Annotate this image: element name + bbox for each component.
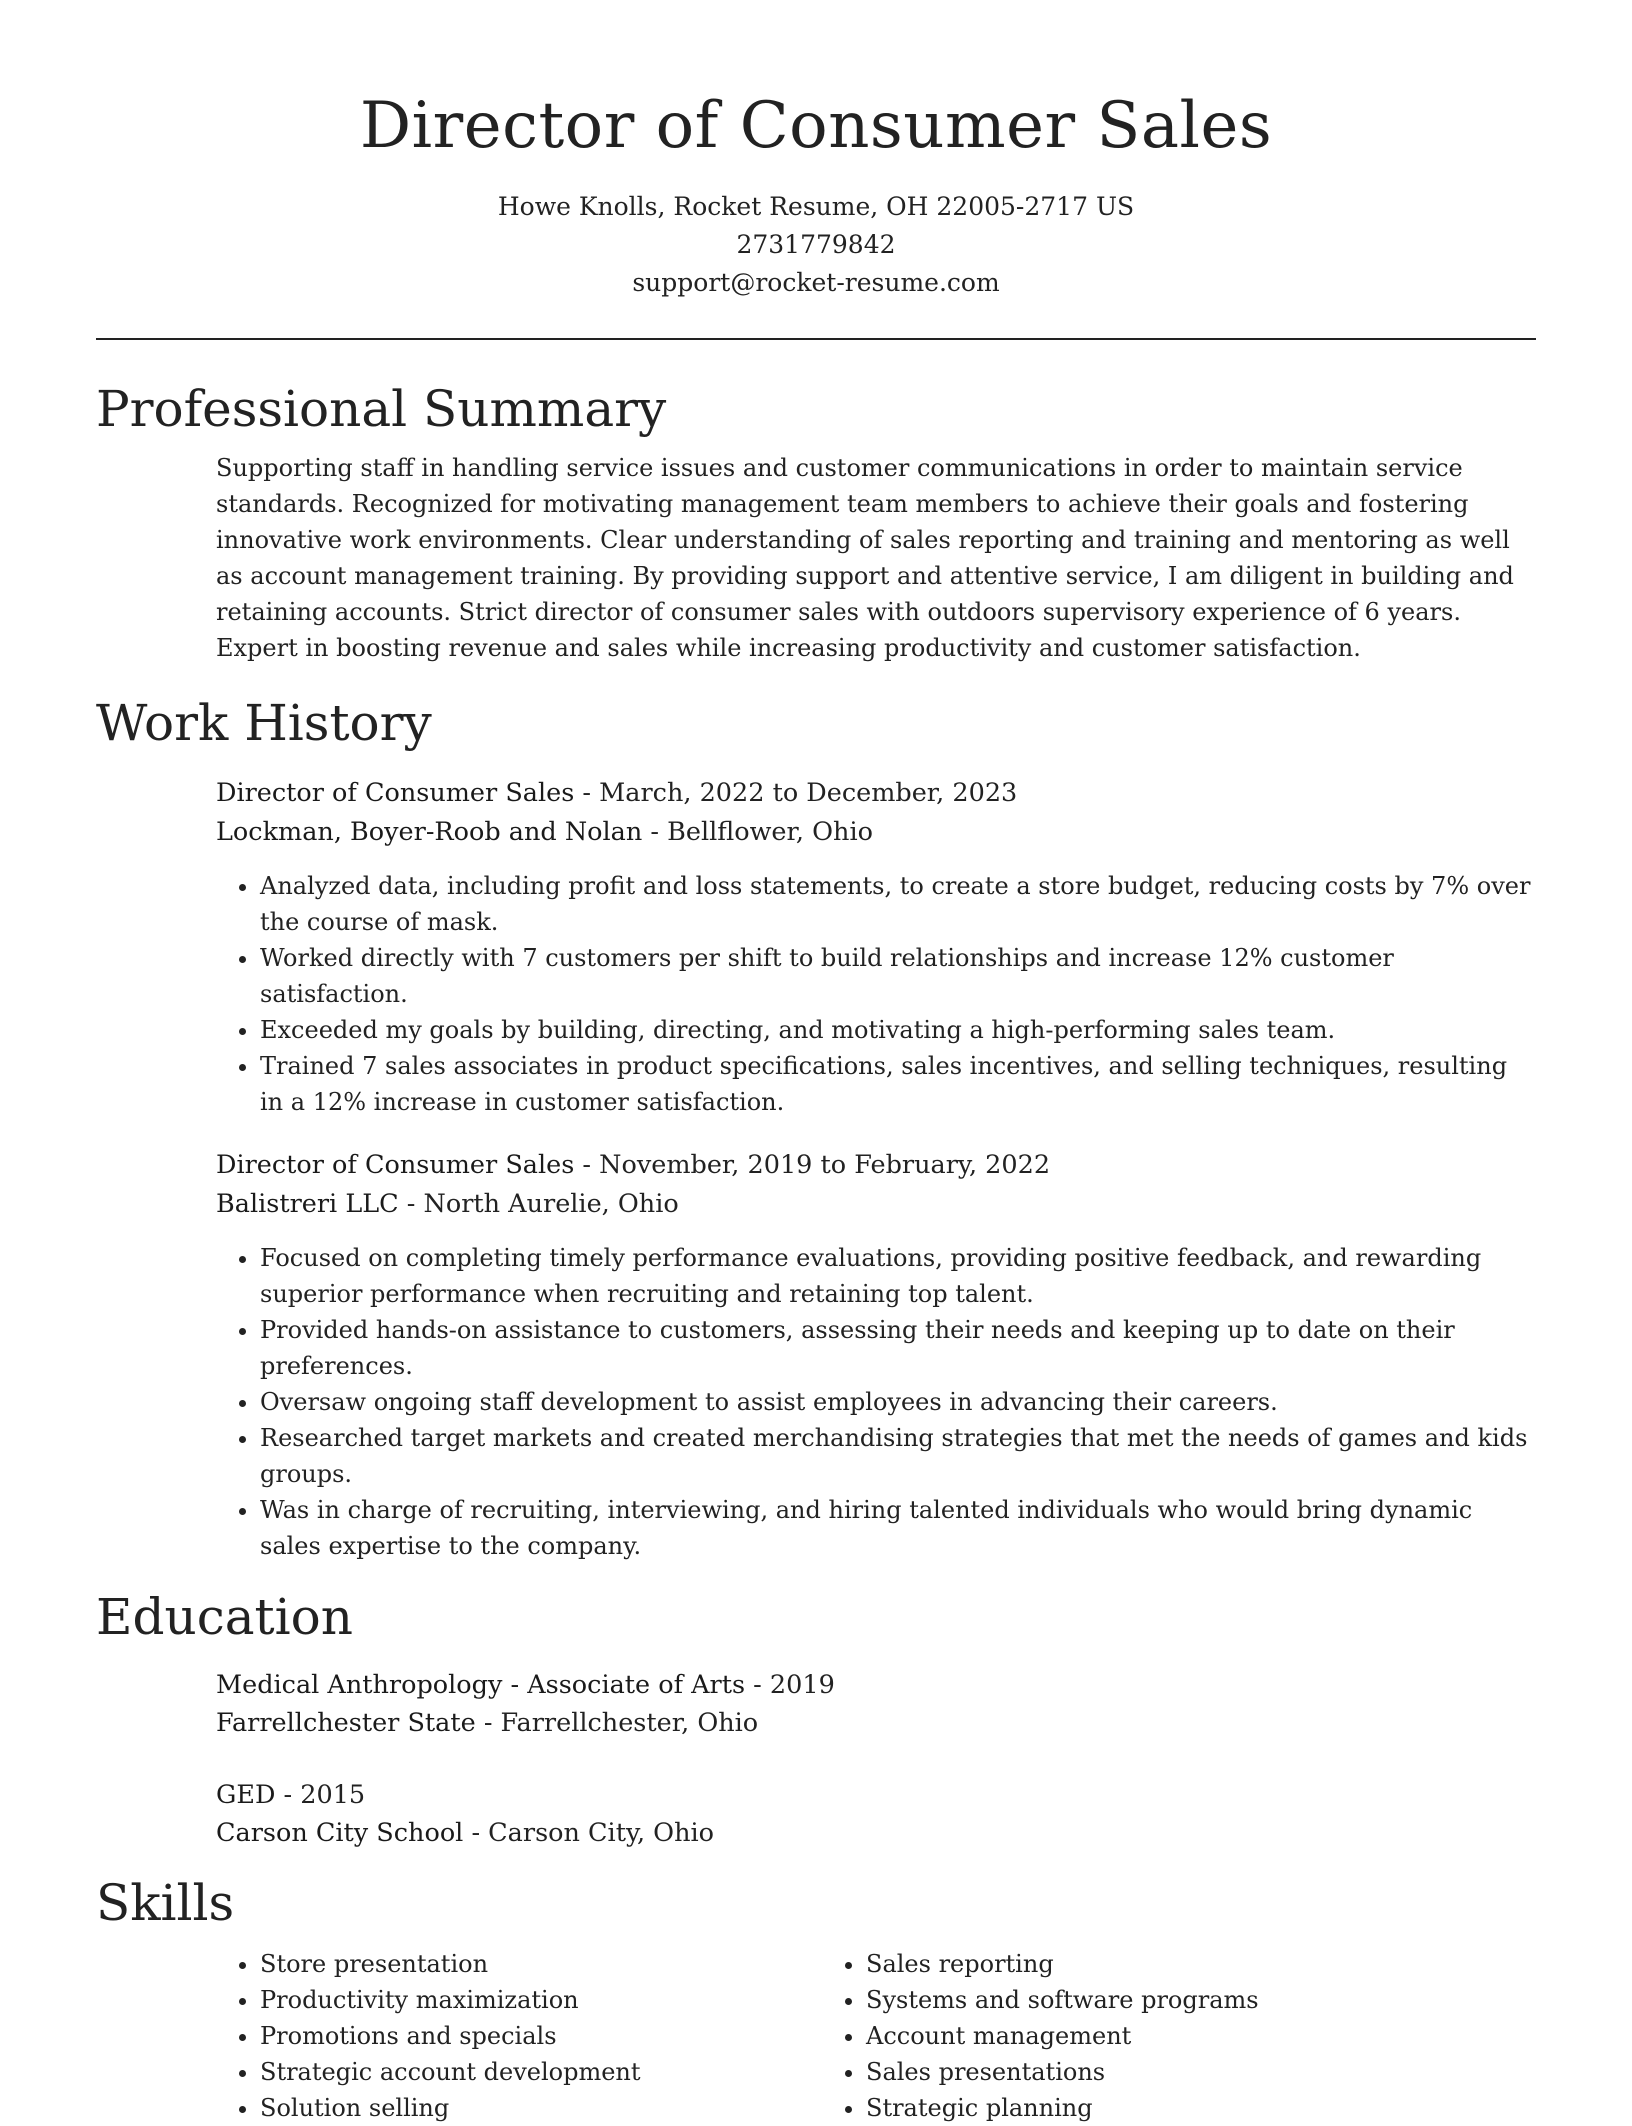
job-role: Director of Consumer Sales [216, 778, 575, 808]
list-item: • Provided hands-on assistance to customers, assessing their needs and keeping up to date on their preferences. [260, 1312, 1536, 1384]
skill-item: • Store presentation [260, 1946, 822, 1982]
education-location: - Carson City, Ohio [463, 1818, 715, 1848]
education-degree-line [216, 1666, 1536, 1704]
skill-item: • Account management [866, 2018, 1428, 2054]
job-role: Director of Consumer Sales [216, 1150, 575, 1180]
job-entry [216, 774, 1536, 1120]
skill-item: • Productivity maximization [260, 1982, 822, 2018]
job-entry [216, 1146, 1536, 1564]
job-bullets [216, 1240, 1536, 1564]
section-title-work-history: Work History [96, 694, 432, 752]
contact-email[interactable]: support@rocket-resume.com [632, 268, 1000, 297]
contact-phone: 2731779842 [736, 230, 896, 259]
education-section [216, 1666, 1536, 1852]
list-item: • Worked directly with 7 customers per shift to build relationships and increase 12% customer satisfaction. [260, 940, 1536, 1012]
summary-text: Supporting staff in handling service issues and customer communications in order to maintain service standards. Recognized for motivating management team members to achieve their goals and fostering innovative work environments. Clear understanding of sales reporting and training and mentoring as well as account management training. By providing support and attentive service, I am diligent in building and retaining accounts. Strict director of consumer sales with outdoors supervisory experience of 6 years. Expert in boosting revenue and sales while increasing productivity and customer satisfaction. [216, 454, 1514, 662]
section-title-summary: Professional Summary [96, 380, 667, 438]
section-title-education: Education [96, 1588, 353, 1646]
skill-item: • Systems and software programs [866, 1982, 1428, 2018]
education-field: Medical Anthropology [216, 1670, 503, 1700]
education-degree: GED [216, 1780, 276, 1810]
list-item: • Oversaw ongoing staff development to assist employees in advancing their careers. [260, 1384, 1536, 1420]
education-school: Farrellchester State [216, 1708, 476, 1738]
skill-item: • Strategic account development [260, 2054, 822, 2090]
skills-list-right [822, 1946, 1428, 2126]
job-company: Balistreri LLC [216, 1189, 399, 1219]
job-title-line [216, 1146, 1536, 1185]
education-school-line [216, 1814, 1536, 1852]
education-school-line [216, 1704, 1536, 1742]
job-dates: - November, 2019 to February, 2022 [574, 1150, 1051, 1180]
list-item: • Trained 7 sales associates in product specifications, sales incentives, and selling techniques, resulting in a 12% increase in customer satisfaction. [260, 1048, 1536, 1120]
skill-item: • Strategic planning [866, 2090, 1428, 2126]
skills-section [216, 1946, 1536, 2126]
job-dates: - March, 2022 to December, 2023 [574, 778, 1018, 808]
education-degree-line [216, 1776, 1536, 1814]
work-history-section [216, 774, 1536, 1564]
education-location: - Farrellchester, Ohio [475, 1708, 759, 1738]
skill-item: • Solution selling [260, 2090, 822, 2126]
list-item: • Analyzed data, including profit and loss statements, to create a store budget, reducing costs by 7% over the course of mask. [260, 868, 1536, 940]
job-location: - Bellflower, Ohio [642, 817, 873, 847]
contact-address: Howe Knolls, Rocket Resume, OH 22005-2717 US [497, 192, 1135, 221]
list-item: • Was in charge of recruiting, interviewing, and hiring talented individuals who would bring dynamic sales expertise to the company. [260, 1492, 1536, 1564]
summary-section [216, 450, 1536, 666]
section-title-skills: Skills [96, 1874, 235, 1932]
education-year: - 2019 [745, 1670, 835, 1700]
job-title-line [216, 774, 1536, 813]
skills-list-left [216, 1946, 822, 2126]
job-company-line [216, 813, 1536, 852]
list-item: • Focused on completing timely performance evaluations, providing positive feedback, and rewarding superior performance when recruiting and retaining top talent. [260, 1240, 1536, 1312]
header-divider [96, 338, 1536, 340]
education-school: Carson City School [216, 1818, 464, 1848]
education-year: - 2015 [275, 1780, 366, 1810]
contact-info [96, 188, 1536, 302]
skill-item: • Promotions and specials [260, 2018, 822, 2054]
job-company: Lockman, Boyer-Roob and Nolan [216, 817, 643, 847]
education-entry [216, 1776, 1536, 1852]
list-item: • Researched target markets and created merchandising strategies that met the needs of games and kids groups. [260, 1420, 1536, 1492]
job-bullets [216, 868, 1536, 1120]
skills-columns [216, 1946, 1536, 2126]
list-item: • Exceeded my goals by building, directing, and motivating a high-performing sales team. [260, 1012, 1536, 1048]
resume-header [96, 0, 1536, 302]
education-degree: - Associate of Arts [502, 1670, 746, 1700]
education-entry [216, 1666, 1536, 1742]
page-title: Director of Consumer Sales [359, 89, 1273, 163]
skill-item: • Sales reporting [866, 1946, 1428, 1982]
skill-item: • Sales presentations [866, 2054, 1428, 2090]
job-company-line [216, 1185, 1536, 1224]
job-location: - North Aurelie, Ohio [398, 1189, 679, 1219]
